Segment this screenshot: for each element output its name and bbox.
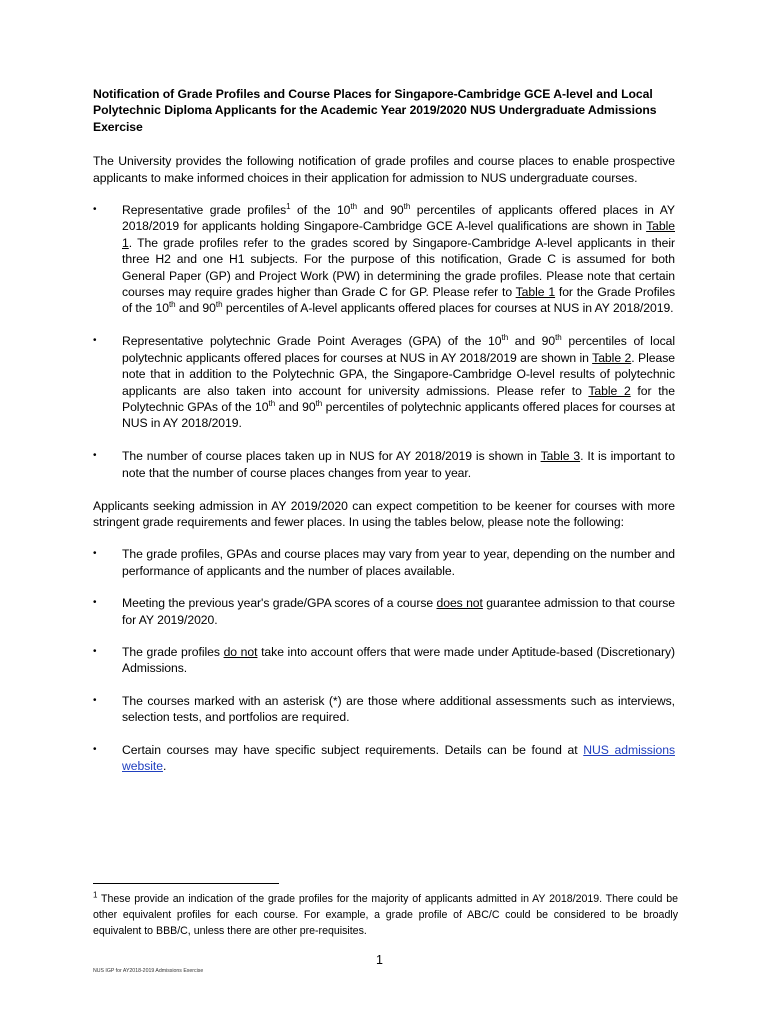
document-body (93, 86, 675, 791)
bullet-list-1 (93, 202, 675, 481)
competition-paragraph: Applicants seeking admission in AY 2019/2020 can expect competition to be keener for courses with more stringent grade requirements and fewer places. In using the tables below, please note the following: (93, 498, 675, 530)
list-item: • The grade profiles do not take into account offers that were made under Aptitude-based (Discretionary) Admissions. (93, 645, 676, 676)
list-item: • The grade profiles, GPAs and course places may vary from year to year, depending on the number and performance of applicants and the number of places available. (93, 547, 675, 578)
emphasis-underlined: do not (223, 645, 258, 660)
list-item: • Certain courses may have specific subject requirements. Details can be found at NUS admissions website. (93, 742, 675, 774)
bullet-icon: • (93, 450, 97, 462)
footnote-ref: 1 (286, 201, 291, 211)
bullet-icon: • (93, 335, 97, 347)
list-item: • The courses marked with an asterisk (*) are those where additional assessments such as interviews, selection tests, and portfolios are required. (93, 693, 675, 725)
bullet-icon: • (93, 694, 97, 706)
footnote-marker: 1 (93, 890, 98, 900)
table-2-link[interactable]: Table 2 (592, 350, 632, 365)
emphasis-underlined: does not (436, 596, 483, 611)
bullet-list-2 (93, 546, 675, 774)
intro-paragraph: The University provides the following notification of grade profiles and course places to enable prospective applicants to make informed choices in their application for admission to NUS undergraduate courses. (93, 154, 675, 185)
footnote (93, 891, 678, 939)
table-3-link[interactable]: Table 3 (540, 449, 581, 464)
document-title: Notification of Grade Profiles and Course Places for Singapore-Cambridge GCE A-level and Local Polytechnic Diploma Applicants for the Academic Year 2019/2020 NUS Undergraduate Admissions Exercise (93, 87, 657, 134)
footnote-text: These provide an indication of the grade profiles for the majority of applicants admitted in AY 2018/2019. There could be other equivalent profiles for each course. For example, a grade profile of ABC/C could be considered to be broadly equivalent to BBB/C, unless there are other pre-requisites. (93, 893, 678, 937)
nus-admissions-website-link[interactable]: NUS admissions website (122, 742, 675, 774)
table-2-link[interactable]: Table 2 (588, 383, 631, 398)
table-1-link[interactable]: Table 1 (122, 219, 675, 250)
page-number: 1 (376, 953, 383, 967)
bullet-icon: • (93, 646, 97, 658)
bullet-icon: • (93, 597, 97, 609)
list-item: • The number of course places taken up in NUS for AY 2018/2019 is shown in Table 3. It is important to note that the number of course places changes from year to year. (93, 449, 675, 480)
table-1-link[interactable]: Table 1 (515, 285, 556, 300)
list-item: • Representative polytechnic Grade Point Averages (GPA) of the 10th and 90th percentiles of local polytechnic applicants offered places for courses at NUS in AY 2018/2019 are shown in Table 2. Please note that in addition to the Polytechnic GPA, the Singapore-Cambridge O-level results of polytechnic applicants are also taken into account for university admissions. Please refer to Table 2 for the Polytechnic GPAs of the 10th and 90th percentiles of polytechnic applicants offered places for courses at NUS in AY 2018/2019. (93, 333, 675, 431)
running-footer: NUS IGP for AY2018-2019 Admissions Exercise (93, 968, 204, 974)
bullet-icon: • (93, 548, 97, 560)
footnote-separator (93, 883, 279, 884)
list-item: • Representative grade profiles$^1$ of the 10th and 90th percentiles of applicants offered places in AY 2018/2019 for applicants holding Singapore-Cambridge GCE A-level qualifications are shown in Table 1. The grade profiles refer to the grades scored by Singapore-Cambridge A-level applicants in their three H2 and one H1 subjects. For the purpose of this notification, Grade C is assumed for both General Paper (GP) and Project Work (PW) in determining the grade profiles. Please note that certain courses may require grades higher than Grade C for GP. Please refer to Table 1 for the Grade Profiles of the 10th and 90th percentiles of A-level applicants offered places for courses at NUS in AY 2018/2019. (93, 201, 676, 316)
bullet-icon: • (93, 204, 97, 216)
bullet-icon: • (93, 743, 97, 755)
list-item: • Meeting the previous year's grade/GPA scores of a course does not guarantee admission to that course for AY 2019/2020. (93, 596, 676, 627)
